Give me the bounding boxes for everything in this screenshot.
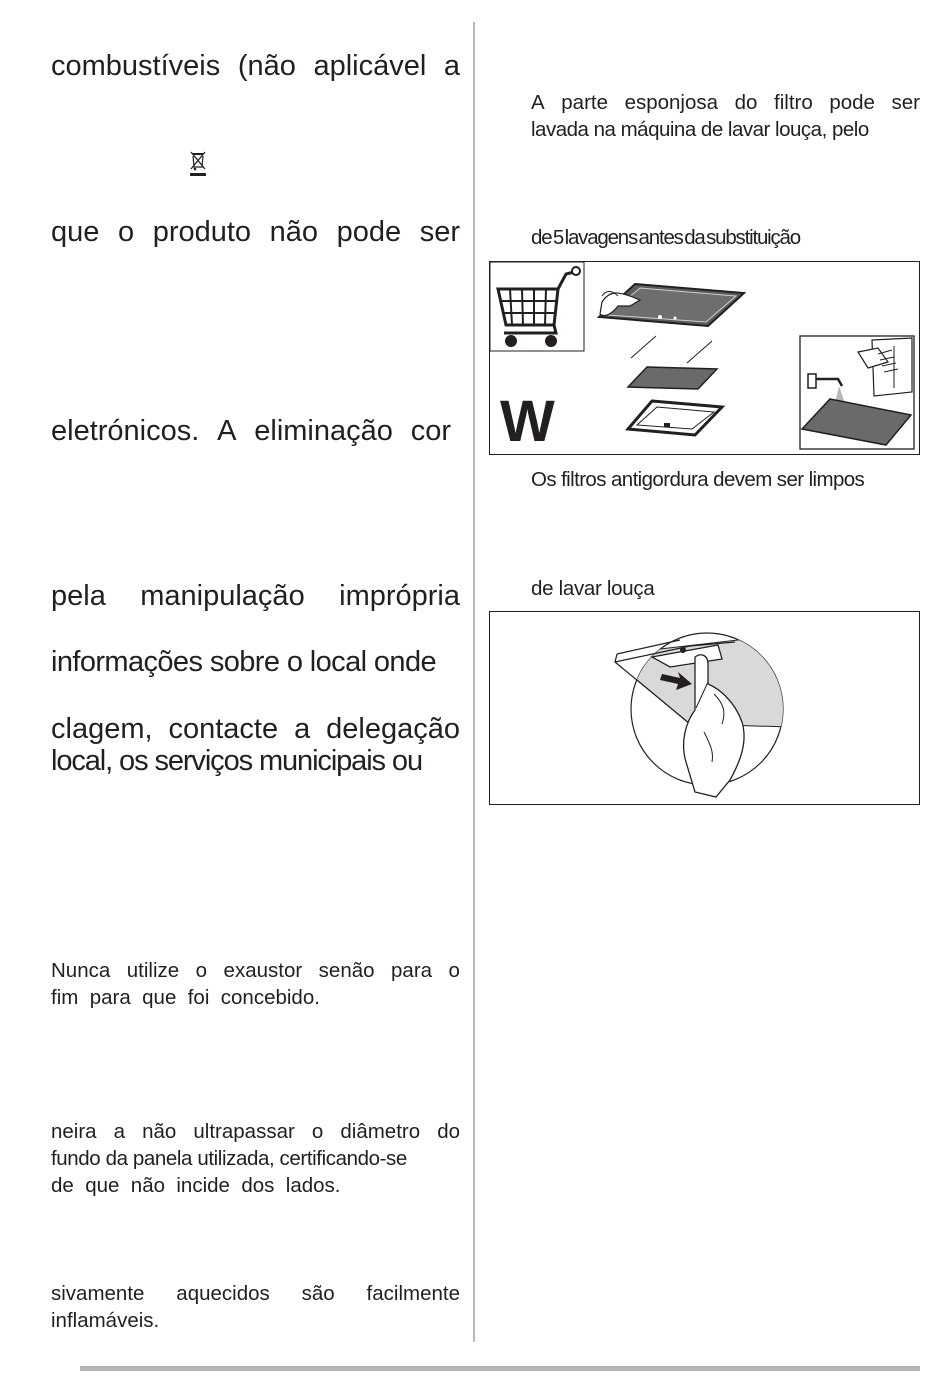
filter-maintenance-figure — [489, 261, 920, 455]
right-line-3: de 5 lavagens antes da substituição — [531, 226, 800, 249]
word: ultrapassar — [193, 1120, 295, 1143]
para-1-line-2: fim para que foi concebido. — [51, 986, 320, 1009]
column-divider — [473, 22, 475, 1342]
word: o — [311, 1120, 324, 1143]
word: senão — [318, 959, 375, 982]
word: pela — [51, 580, 106, 612]
word: não — [142, 1120, 177, 1143]
para-3-line-1 — [51, 1280, 460, 1307]
footer-rule — [80, 1366, 920, 1371]
figure-label-w: W — [500, 389, 555, 454]
left-line-2 — [51, 216, 460, 249]
word: o — [195, 959, 208, 982]
word: sivamente — [51, 1282, 145, 1305]
word: contacte — [168, 713, 279, 745]
word: a — [113, 1120, 126, 1143]
filter-frame-bottom-icon — [628, 401, 722, 435]
word: são — [301, 1282, 335, 1305]
word: (não — [237, 50, 296, 82]
word: delegação — [326, 713, 460, 745]
word: exaustor — [223, 959, 303, 982]
word: eletrónicos. — [51, 415, 200, 447]
word: para — [391, 959, 433, 982]
left-line-7: local, os serviços municipais ou — [51, 745, 422, 777]
word: que — [51, 216, 100, 248]
word: cor — [410, 415, 451, 447]
figure-art — [490, 262, 919, 454]
word: Nunca — [51, 959, 111, 982]
para-2-line-3: de que não incide dos lados. — [51, 1174, 341, 1197]
left-line-6 — [51, 713, 460, 746]
word: clagem, — [51, 713, 153, 745]
word: o — [117, 216, 135, 248]
para-1-line-1 — [51, 957, 460, 984]
filter-removal-figure — [489, 611, 920, 805]
word: A — [531, 91, 545, 114]
word: o — [448, 959, 460, 982]
word: diâmetro — [340, 1120, 421, 1143]
right-line-1 — [531, 89, 920, 116]
left-line-3 — [51, 415, 451, 448]
word: ser — [419, 216, 460, 248]
word: do — [734, 91, 758, 114]
left-line-5: informações sobre o local onde — [51, 646, 437, 678]
word: combustíveis — [51, 50, 221, 82]
right-line-4: Os filtros antigordura devem ser limpos — [531, 468, 865, 491]
left-line-4 — [51, 580, 460, 613]
right-line-5: de lavar louça — [531, 577, 655, 600]
word: facilmente — [366, 1282, 460, 1305]
word: utilize — [126, 959, 180, 982]
shopping-cart-icon — [490, 262, 584, 351]
word: não — [269, 216, 319, 248]
word: imprópria — [339, 580, 460, 612]
word: ser — [891, 91, 920, 114]
para-2-line-1 — [51, 1118, 460, 1145]
word: pode — [829, 91, 875, 114]
word: do — [437, 1120, 460, 1143]
word: a — [294, 713, 311, 745]
word: pode — [336, 216, 402, 248]
word: parte — [561, 91, 608, 114]
word: neira — [51, 1120, 97, 1143]
weee-bin-icon — [189, 150, 207, 178]
word: A — [217, 415, 237, 447]
figure-art-2 — [490, 612, 919, 804]
para-3-line-2: inflamáveis. — [51, 1309, 160, 1332]
word: produto — [152, 216, 252, 248]
word: eliminação — [254, 415, 393, 447]
word: aquecidos — [176, 1282, 270, 1305]
left-line-1 — [51, 50, 460, 83]
word: manipulação — [140, 580, 305, 612]
word: filtro — [774, 91, 813, 114]
word: a — [443, 50, 460, 82]
word: aplicável — [313, 50, 427, 82]
sponge-filter-icon — [628, 367, 717, 389]
para-2-line-2: fundo da panela utilizada, certificando-se — [51, 1147, 407, 1170]
word: esponjosa — [624, 91, 719, 114]
right-line-2: lavada na máquina de lavar louça, pelo — [531, 118, 869, 141]
